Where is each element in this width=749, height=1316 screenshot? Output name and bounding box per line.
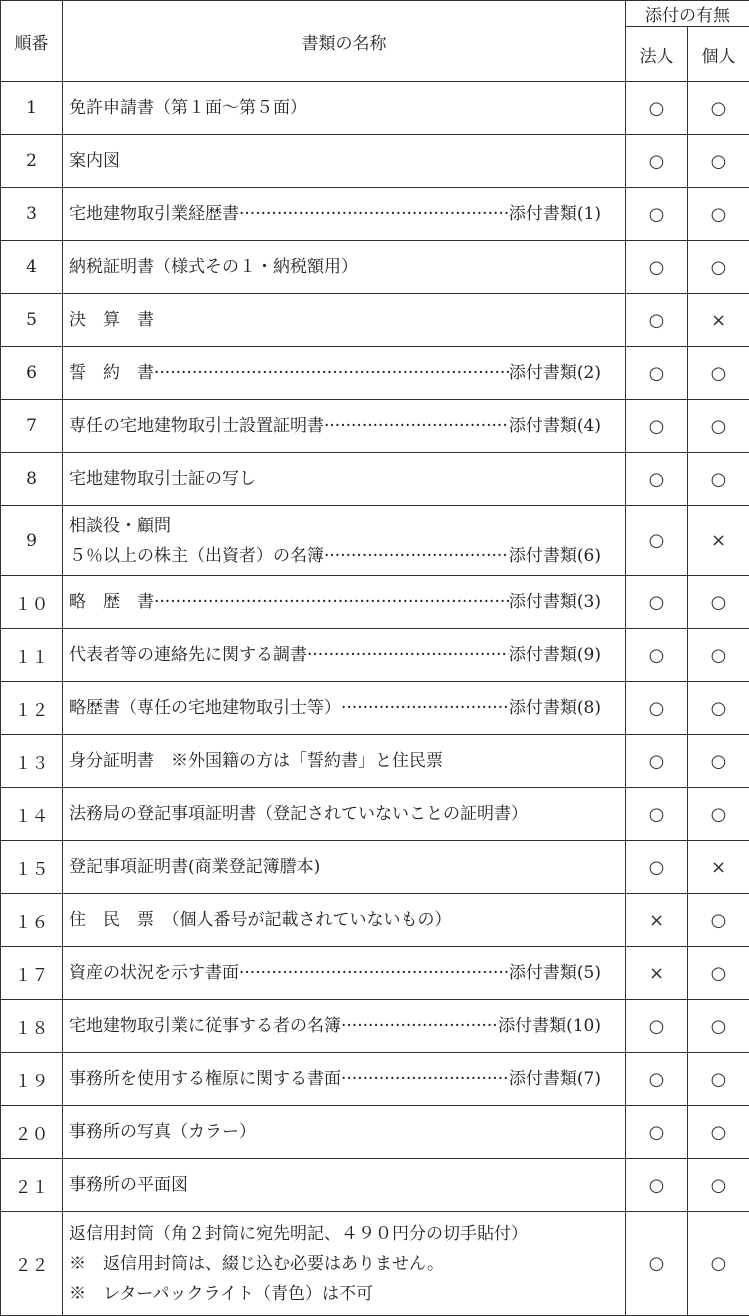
row-number: 3 xyxy=(1,188,63,241)
individual-mark: × xyxy=(688,841,749,894)
corporation-mark: ○ xyxy=(626,135,688,188)
individual-mark: ○ xyxy=(688,347,749,400)
row-number: ２０ xyxy=(1,1106,63,1159)
document-name xyxy=(63,1159,626,1212)
table-row xyxy=(1,1000,749,1053)
document-name xyxy=(63,241,626,294)
corporation-mark: ○ xyxy=(626,1106,688,1159)
document-name-text: 免許申請書（第１面～第５面） xyxy=(69,98,307,118)
table-row xyxy=(1,506,749,576)
document-name xyxy=(63,1053,626,1106)
row-number: １６ xyxy=(1,894,63,947)
attachment-reference: 添付書類(6) xyxy=(509,541,601,571)
row-number: １１ xyxy=(1,629,63,682)
individual-mark: ○ xyxy=(688,188,749,241)
individual-mark: ○ xyxy=(688,1053,749,1106)
document-name xyxy=(63,788,626,841)
document-name-text: 事務所を使用する権原に関する書面 xyxy=(69,1064,341,1094)
leader-dots xyxy=(307,640,509,670)
corporation-mark: ○ xyxy=(626,347,688,400)
corporation-mark: × xyxy=(626,894,688,947)
corporation-mark: × xyxy=(626,947,688,1000)
corporation-mark: ○ xyxy=(626,400,688,453)
document-name-text: 登記事項証明書(商業登記簿謄本) xyxy=(69,857,320,877)
row-number: ２１ xyxy=(1,1159,63,1212)
table-row xyxy=(1,1106,749,1159)
individual-mark: × xyxy=(688,294,749,347)
individual-mark: ○ xyxy=(688,241,749,294)
table-row xyxy=(1,82,749,135)
document-name-text: 事務所の写真（カラー） xyxy=(69,1122,256,1142)
table-row xyxy=(1,947,749,1000)
row-number: 8 xyxy=(1,453,63,506)
table-row xyxy=(1,788,749,841)
header-corporation: 法人 xyxy=(626,27,688,82)
header-attachment: 添付の有無 xyxy=(626,1,749,27)
row-number: 4 xyxy=(1,241,63,294)
corporation-mark: ○ xyxy=(626,576,688,629)
document-name-text: 案内図 xyxy=(69,151,120,171)
corporation-mark: ○ xyxy=(626,735,688,788)
leader-dots xyxy=(239,199,509,229)
row-number: １４ xyxy=(1,788,63,841)
individual-mark: ○ xyxy=(688,788,749,841)
document-name xyxy=(63,682,626,735)
leader-dots xyxy=(341,1064,509,1094)
corporation-mark: ○ xyxy=(626,453,688,506)
document-name xyxy=(63,947,626,1000)
row-number: １２ xyxy=(1,682,63,735)
table-row xyxy=(1,241,749,294)
table-row xyxy=(1,453,749,506)
document-name-text: 相談役・顧問 xyxy=(69,516,171,536)
row-number: ２２ xyxy=(1,1212,63,1316)
document-name-text: 住 民 票 （個人番号が記載されていないもの） xyxy=(69,910,452,930)
individual-mark: ○ xyxy=(688,576,749,629)
corporation-mark: ○ xyxy=(626,1212,688,1316)
table-row xyxy=(1,894,749,947)
attachment-reference: 添付書類(4) xyxy=(509,411,601,441)
document-name-text: 専任の宅地建物取引士設置証明書 xyxy=(69,411,324,441)
document-name xyxy=(63,506,626,576)
table-row xyxy=(1,135,749,188)
individual-mark: ○ xyxy=(688,1000,749,1053)
table-row xyxy=(1,735,749,788)
leader-dots xyxy=(154,358,509,388)
row-number: 2 xyxy=(1,135,63,188)
table-row xyxy=(1,347,749,400)
document-name-text: 宅地建物取引業経歴書 xyxy=(69,199,239,229)
document-name xyxy=(63,1000,626,1053)
document-name xyxy=(63,347,626,400)
document-name-text: 宅地建物取引士証の写し xyxy=(69,469,256,489)
individual-mark: ○ xyxy=(688,735,749,788)
table-row xyxy=(1,400,749,453)
document-name xyxy=(63,400,626,453)
document-name xyxy=(63,294,626,347)
row-number: 5 xyxy=(1,294,63,347)
document-name-text: ※ 返信用封筒は、綴じ込む必要はありません。 xyxy=(69,1254,444,1274)
row-number: １９ xyxy=(1,1053,63,1106)
document-name-text: 決 算 書 xyxy=(69,310,154,330)
header-individual: 個人 xyxy=(688,27,749,82)
document-name xyxy=(63,82,626,135)
document-name-text: 宅地建物取引業に従事する者の名簿 xyxy=(69,1011,341,1041)
document-name xyxy=(63,135,626,188)
individual-mark: ○ xyxy=(688,947,749,1000)
table-row xyxy=(1,841,749,894)
document-name-text: 誓 約 書 xyxy=(69,358,154,388)
document-name-text: 資産の状況を示す書面 xyxy=(69,958,239,988)
row-number: 7 xyxy=(1,400,63,453)
row-number: 9 xyxy=(1,506,63,576)
corporation-mark: ○ xyxy=(626,682,688,735)
corporation-mark: ○ xyxy=(626,241,688,294)
individual-mark: ○ xyxy=(688,82,749,135)
table-row xyxy=(1,294,749,347)
attachment-reference: 添付書類(1) xyxy=(509,199,601,229)
attachment-reference: 添付書類(9) xyxy=(509,640,601,670)
document-name xyxy=(63,629,626,682)
table-row xyxy=(1,188,749,241)
row-number: 6 xyxy=(1,347,63,400)
table-row xyxy=(1,629,749,682)
corporation-mark: ○ xyxy=(626,788,688,841)
individual-mark: ○ xyxy=(688,682,749,735)
attachment-reference: 添付書類(5) xyxy=(509,958,601,988)
corporation-mark: ○ xyxy=(626,841,688,894)
row-number: １７ xyxy=(1,947,63,1000)
document-name-text: 身分証明書 ※外国籍の方は「誓約書」と住民票 xyxy=(69,751,443,771)
document-name xyxy=(63,1106,626,1159)
document-name-text: 事務所の平面図 xyxy=(69,1175,188,1195)
row-number: 1 xyxy=(1,82,63,135)
row-number: １３ xyxy=(1,735,63,788)
document-name xyxy=(63,894,626,947)
document-name-text: 略 歴 書 xyxy=(69,587,154,617)
corporation-mark: ○ xyxy=(626,1000,688,1053)
individual-mark: ○ xyxy=(688,1106,749,1159)
document-name xyxy=(63,841,626,894)
document-name-text: 代表者等の連絡先に関する調書 xyxy=(69,640,307,670)
document-name xyxy=(63,188,626,241)
corporation-mark: ○ xyxy=(626,188,688,241)
individual-mark: ○ xyxy=(688,629,749,682)
corporation-mark: ○ xyxy=(626,82,688,135)
leader-dots xyxy=(154,587,509,617)
leader-dots xyxy=(239,958,509,988)
leader-dots xyxy=(324,411,509,441)
leader-dots xyxy=(341,693,509,723)
document-name-text: ※ レターパックライト（青色）は不可 xyxy=(69,1284,373,1304)
header-number: 順番 xyxy=(1,1,63,82)
table-row xyxy=(1,1159,749,1212)
document-name xyxy=(63,1212,626,1316)
leader-dots xyxy=(324,541,509,571)
table-row xyxy=(1,682,749,735)
attachment-reference: 添付書類(10) xyxy=(498,1011,601,1041)
document-name-text: 略歴書（専任の宅地建物取引士等） xyxy=(69,693,341,723)
header-document-name: 書類の名称 xyxy=(63,1,626,82)
individual-mark: ○ xyxy=(688,135,749,188)
corporation-mark: ○ xyxy=(626,294,688,347)
row-number: １８ xyxy=(1,1000,63,1053)
row-number: １０ xyxy=(1,576,63,629)
attachment-reference: 添付書類(3) xyxy=(509,587,601,617)
corporation-mark: ○ xyxy=(626,1053,688,1106)
individual-mark: ○ xyxy=(688,894,749,947)
individual-mark: ○ xyxy=(688,1212,749,1316)
document-name-text: ５％以上の株主（出資者）の名簿 xyxy=(69,541,324,571)
table-row xyxy=(1,1053,749,1106)
individual-mark: ○ xyxy=(688,1159,749,1212)
row-number: １５ xyxy=(1,841,63,894)
individual-mark: × xyxy=(688,506,749,576)
individual-mark: ○ xyxy=(688,453,749,506)
document-name-text: 法務局の登記事項証明書（登記されていないことの証明書） xyxy=(69,804,528,824)
leader-dots xyxy=(341,1011,498,1041)
corporation-mark: ○ xyxy=(626,506,688,576)
document-name xyxy=(63,735,626,788)
table-row xyxy=(1,576,749,629)
corporation-mark: ○ xyxy=(626,629,688,682)
table-row xyxy=(1,1212,749,1316)
attachment-reference: 添付書類(7) xyxy=(509,1064,601,1094)
document-name-text: 返信用封筒（角２封筒に宛先明記、４９０円分の切手貼付） xyxy=(69,1224,528,1244)
attachment-reference: 添付書類(2) xyxy=(509,358,601,388)
individual-mark: ○ xyxy=(688,400,749,453)
document-name xyxy=(63,576,626,629)
document-name xyxy=(63,453,626,506)
document-name-text: 納税証明書（様式その１・納税額用） xyxy=(69,257,358,277)
attachment-reference: 添付書類(8) xyxy=(509,693,601,723)
corporation-mark: ○ xyxy=(626,1159,688,1212)
